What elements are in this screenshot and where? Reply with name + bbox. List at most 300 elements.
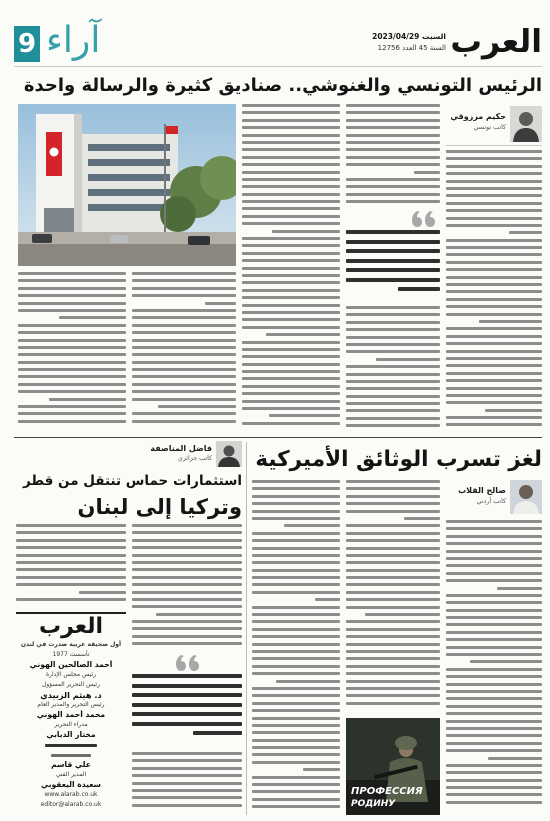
masthead-chairman-title: رئيس مجلس الإدارة xyxy=(45,671,97,678)
body-text-line xyxy=(132,583,242,586)
body-text-line xyxy=(242,355,340,358)
body-text-line xyxy=(242,274,340,277)
body-text-line xyxy=(346,313,440,316)
body-text-line xyxy=(446,623,542,626)
body-text-line xyxy=(446,572,542,575)
pull-quote-line xyxy=(346,268,440,272)
body-text-line xyxy=(252,502,340,505)
body-text-line xyxy=(446,638,542,641)
body-text-line xyxy=(242,392,340,395)
page-number-badge xyxy=(14,26,40,62)
body-text-line xyxy=(242,385,340,388)
body-text-line xyxy=(242,237,340,240)
body-text-line xyxy=(485,409,542,412)
body-text-line xyxy=(252,517,340,520)
masthead-email: editor@alarab.co.uk xyxy=(40,801,102,808)
body-text-line xyxy=(346,343,440,346)
body-text-line xyxy=(488,757,542,760)
pull-quote-line xyxy=(398,287,440,291)
body-text-line xyxy=(446,253,542,256)
article-1-column-1 xyxy=(446,150,542,432)
body-text-line xyxy=(242,289,340,292)
body-text-line xyxy=(446,734,542,737)
illegible-text-bar xyxy=(45,744,97,747)
body-text-line xyxy=(446,416,542,419)
body-text-line xyxy=(446,401,542,404)
body-text-line xyxy=(18,383,126,386)
body-text-line xyxy=(242,296,340,299)
body-text-line xyxy=(346,126,440,129)
body-text-line xyxy=(252,783,340,786)
quote-mark-icon xyxy=(176,655,200,671)
pull-quote-line xyxy=(346,240,440,244)
body-text-line xyxy=(132,531,242,534)
body-text-line xyxy=(446,150,542,153)
poster-text-line-2: РОДИНУ xyxy=(351,799,396,809)
body-text-line xyxy=(446,246,542,249)
body-text-line xyxy=(346,306,440,309)
body-text-line xyxy=(446,542,542,545)
body-text-line xyxy=(446,387,542,390)
column-divider xyxy=(246,442,247,815)
body-text-line xyxy=(446,202,542,205)
body-text-line xyxy=(242,126,340,129)
body-text-line xyxy=(446,239,542,242)
body-text-line xyxy=(18,279,126,282)
car xyxy=(188,236,210,245)
section-title: آراء xyxy=(46,20,101,61)
body-text-line xyxy=(252,731,340,734)
window-band xyxy=(88,174,170,181)
body-text-line xyxy=(446,616,542,619)
body-text-line xyxy=(446,261,542,264)
pull-quote-line xyxy=(132,703,242,707)
body-text-line xyxy=(252,717,340,720)
masthead-managing-editor: علي قاسم xyxy=(51,760,91,769)
article-2-column-3 xyxy=(252,480,340,815)
masthead-managing-editor: مختار الدبابي xyxy=(46,730,96,739)
body-text-line xyxy=(414,171,440,174)
body-text-line xyxy=(346,539,440,542)
body-text-line xyxy=(242,215,340,218)
illegible-text-bar xyxy=(51,754,91,757)
body-text-line xyxy=(365,613,440,616)
body-text-line xyxy=(242,370,340,373)
body-text-line xyxy=(446,564,542,567)
pull-quote-line xyxy=(346,278,440,282)
body-text-line xyxy=(242,111,340,114)
article-1-column-4 xyxy=(132,272,236,432)
masthead-chairman-title-2: رئيس التحرير المسؤول xyxy=(42,681,100,688)
body-text-line xyxy=(446,631,542,634)
body-text-line xyxy=(242,267,340,270)
author-head xyxy=(519,485,533,499)
window-band xyxy=(88,204,170,211)
body-text-line xyxy=(132,383,236,386)
body-text-line xyxy=(18,412,126,415)
car xyxy=(32,234,52,243)
body-text-line xyxy=(446,601,542,604)
pull-quote-line xyxy=(132,684,242,688)
body-text-line xyxy=(18,420,126,423)
body-text-line xyxy=(252,798,340,801)
body-text-line xyxy=(158,405,236,408)
body-text-line xyxy=(252,583,340,586)
body-text-line xyxy=(446,276,542,279)
body-text-line xyxy=(446,313,542,316)
masthead-chairman: د. هيثم الزبيدي xyxy=(40,690,102,700)
body-text-line xyxy=(284,524,340,527)
pull-quote-line xyxy=(346,259,440,263)
body-text-line xyxy=(132,539,242,542)
body-text-line xyxy=(242,119,340,122)
body-text-line xyxy=(132,287,236,290)
body-text-line xyxy=(346,583,440,586)
author-photo xyxy=(510,106,542,142)
author-role: كاتب تونسي xyxy=(473,124,506,131)
pull-quote-line xyxy=(132,674,242,678)
article-1-author-box xyxy=(446,104,542,146)
body-text-line xyxy=(252,694,340,697)
body-text-line xyxy=(346,598,440,601)
body-text-line xyxy=(242,134,340,137)
body-text-line xyxy=(132,272,236,275)
body-text-line xyxy=(446,520,542,523)
body-text-line xyxy=(242,304,340,307)
body-text-line xyxy=(446,668,542,671)
body-text-line xyxy=(252,739,340,742)
body-text-line xyxy=(18,331,126,334)
body-text-line xyxy=(59,316,126,319)
body-text-line xyxy=(346,702,440,705)
body-text-line xyxy=(18,353,126,356)
body-text-line xyxy=(242,377,340,380)
body-text-line xyxy=(252,709,340,712)
body-text-line xyxy=(346,620,440,623)
body-text-line xyxy=(346,134,440,137)
body-text-line xyxy=(242,244,340,247)
body-text-line xyxy=(252,606,340,609)
body-text-line xyxy=(156,613,242,616)
body-text-line xyxy=(446,771,542,774)
entrance xyxy=(44,208,74,234)
body-text-line xyxy=(132,412,236,415)
body-text-line xyxy=(252,510,340,513)
body-text-line xyxy=(346,156,440,159)
body-text-line xyxy=(252,650,340,653)
article-1-column-3 xyxy=(242,104,340,432)
body-text-line xyxy=(446,786,542,789)
quote-mark-icon xyxy=(412,211,436,227)
body-text-line xyxy=(252,547,340,550)
body-text-line xyxy=(346,336,440,339)
body-text-line xyxy=(346,387,440,390)
quote-mark-right xyxy=(189,655,199,671)
body-text-line xyxy=(252,776,340,779)
body-text-line xyxy=(346,643,440,646)
body-text-line xyxy=(446,646,542,649)
masthead-website: www.alarab.co.uk xyxy=(44,791,98,798)
body-text-line xyxy=(446,364,542,367)
body-text-line xyxy=(446,727,542,730)
body-text-line xyxy=(446,165,542,168)
body-text-line xyxy=(346,554,440,557)
body-text-line xyxy=(18,368,126,371)
body-text-line xyxy=(132,642,242,645)
body-text-line xyxy=(446,712,542,715)
body-text-line xyxy=(242,281,340,284)
body-text-line xyxy=(446,594,542,597)
pole-flag xyxy=(166,126,178,134)
body-text-line xyxy=(132,309,236,312)
body-text-line xyxy=(132,759,242,762)
body-text-line xyxy=(16,598,126,601)
body-text-line xyxy=(242,193,340,196)
masthead-art-director-title: المدير الفني xyxy=(55,771,87,778)
body-text-line xyxy=(242,141,340,144)
body-text-line xyxy=(446,342,542,345)
poster-text-line-1: ПРОФЕССИЯ xyxy=(351,786,423,797)
body-text-line xyxy=(346,502,440,505)
author-head xyxy=(224,446,235,457)
body-text-line xyxy=(252,805,340,808)
body-text-line xyxy=(252,724,340,727)
body-text-line xyxy=(132,390,236,393)
body-text-line xyxy=(132,627,242,630)
body-text-line xyxy=(446,180,542,183)
body-text-line xyxy=(242,156,340,159)
body-text-line xyxy=(252,539,340,542)
article-3-column-2 xyxy=(16,524,126,608)
body-text-line xyxy=(132,361,236,364)
issue-number: السنة 45 العدد 12756 xyxy=(377,44,446,52)
body-text-line xyxy=(252,672,340,675)
body-text-line xyxy=(132,598,242,601)
body-text-line xyxy=(446,793,542,796)
body-text-line xyxy=(18,287,126,290)
body-text-line xyxy=(16,576,126,579)
body-text-line xyxy=(242,400,340,403)
body-text-line xyxy=(132,620,242,623)
body-text-line xyxy=(346,141,440,144)
body-text-line xyxy=(346,524,440,527)
body-text-line xyxy=(446,609,542,612)
body-text-line xyxy=(242,311,340,314)
article-3-headline-line-2: وتركيا إلى لبنان xyxy=(77,495,242,519)
body-text-line xyxy=(132,789,242,792)
author-head xyxy=(519,112,533,126)
body-text-line xyxy=(252,561,340,564)
body-text-line xyxy=(479,320,542,323)
window-band xyxy=(88,159,170,166)
body-text-line xyxy=(346,200,440,203)
body-text-line xyxy=(132,353,236,356)
body-text-line xyxy=(132,324,236,327)
body-text-line xyxy=(346,532,440,535)
body-text-line xyxy=(252,657,340,660)
body-text-line xyxy=(18,272,126,275)
article-2-column-1 xyxy=(446,520,542,815)
body-text-line xyxy=(346,687,440,690)
body-text-line xyxy=(446,217,542,220)
author-name: حكيم مرزوقي xyxy=(450,112,506,121)
body-text-line xyxy=(16,546,126,549)
article-1-column-2-bottom xyxy=(346,306,440,432)
body-text-line xyxy=(18,309,126,312)
body-text-line xyxy=(242,341,340,344)
body-text-line xyxy=(252,569,340,572)
body-text-line xyxy=(303,768,340,771)
body-text-line xyxy=(16,568,126,571)
article-1-headline: الرئيس التونسي والغنوشي.. صناديق كثيرة والرسالة واحدة xyxy=(23,75,542,96)
pull-quote-line xyxy=(193,731,243,735)
body-text-line xyxy=(242,252,340,255)
body-text-line xyxy=(346,424,440,427)
body-text-line xyxy=(446,268,542,271)
body-text-line xyxy=(242,363,340,366)
masthead-art-director: سعيدة اليعقوبي xyxy=(41,780,101,789)
body-text-line xyxy=(446,157,542,160)
newspaper-logo: العرب xyxy=(450,24,542,60)
body-text-line xyxy=(446,283,542,286)
body-text-line xyxy=(132,420,236,423)
body-text-line xyxy=(346,373,440,376)
body-text-line xyxy=(242,326,340,329)
masthead-illegible-line xyxy=(16,750,126,760)
body-text-line xyxy=(346,665,440,668)
quote-mark-left xyxy=(412,211,422,227)
body-text-line xyxy=(205,302,236,305)
body-text-line xyxy=(252,761,340,764)
body-text-line xyxy=(132,331,236,334)
window-band xyxy=(88,144,170,151)
flag-emblem xyxy=(50,148,59,157)
body-text-line xyxy=(346,510,440,513)
body-text-line xyxy=(346,480,440,483)
body-text-line xyxy=(252,613,340,616)
pull-quote-line xyxy=(132,712,242,716)
article-1-pull-quote xyxy=(346,230,440,302)
body-text-line xyxy=(252,554,340,557)
body-text-line xyxy=(346,495,440,498)
body-text-line xyxy=(446,749,542,752)
masthead-managing-editors-title: مدراء التحرير xyxy=(54,721,88,728)
article-3-author-box xyxy=(150,441,242,467)
body-text-line xyxy=(242,407,340,410)
body-text-line xyxy=(242,259,340,262)
body-text-line xyxy=(446,764,542,767)
body-text-line xyxy=(132,635,242,638)
body-text-line xyxy=(18,346,126,349)
body-text-line xyxy=(446,423,542,426)
body-text-line xyxy=(346,350,440,353)
masthead-illegible-line xyxy=(16,740,126,750)
body-text-line xyxy=(346,606,440,609)
body-text-line xyxy=(346,104,440,107)
body-text-line xyxy=(346,395,440,398)
body-text-line xyxy=(346,178,440,181)
quote-mark-left xyxy=(176,655,186,671)
article-1-column-5 xyxy=(18,272,126,432)
author-photo xyxy=(216,441,242,467)
body-text-line xyxy=(470,660,542,663)
body-text-line xyxy=(252,746,340,749)
body-text-line xyxy=(446,683,542,686)
body-text-line xyxy=(446,335,542,338)
body-text-line xyxy=(446,535,542,538)
body-text-line xyxy=(446,209,542,212)
body-text-line xyxy=(16,561,126,564)
pull-quote-line xyxy=(346,230,440,234)
body-text-line xyxy=(446,697,542,700)
body-text-line xyxy=(252,591,340,594)
page-number: 9 xyxy=(17,29,37,59)
body-text-line xyxy=(346,409,440,412)
body-text-line xyxy=(446,298,542,301)
body-text-line xyxy=(346,561,440,564)
body-text-line xyxy=(242,348,340,351)
body-text-line xyxy=(132,554,242,557)
masthead-editor-in-chief-title: رئيس التحرير والمدير العام xyxy=(37,701,105,708)
body-text-line xyxy=(446,557,542,560)
body-text-line xyxy=(346,694,440,697)
article-2-headline: لغز تسرب الوثائق الأميركية xyxy=(255,447,542,472)
pull-quote-line xyxy=(132,693,242,697)
body-text-line xyxy=(132,546,242,549)
body-text-line xyxy=(132,796,242,799)
body-text-line xyxy=(446,690,542,693)
body-text-line xyxy=(276,680,340,683)
body-text-line xyxy=(18,405,126,408)
article-1-column-2-top xyxy=(346,104,440,208)
author-role: كاتب جزائري xyxy=(177,455,212,462)
body-text-line xyxy=(346,380,440,383)
author-photo xyxy=(510,480,542,514)
body-text-line xyxy=(446,742,542,745)
body-text-line xyxy=(242,222,340,225)
body-text-line xyxy=(242,200,340,203)
masthead-logo: العرب xyxy=(38,614,103,639)
body-text-line xyxy=(446,801,542,804)
window-band xyxy=(88,189,170,196)
body-text-line xyxy=(242,104,340,107)
pull-quote-line xyxy=(346,249,440,253)
body-text-line xyxy=(252,576,340,579)
issue-date: السبت 2023/04/29 xyxy=(372,32,446,41)
masthead-tagline: أول صحيفة عربية صدرت في لندن xyxy=(20,641,122,648)
page-header xyxy=(0,0,550,66)
body-text-line xyxy=(18,294,126,297)
body-text-line xyxy=(346,650,440,653)
body-text-line xyxy=(346,635,440,638)
body-text-line xyxy=(376,358,440,361)
body-text-line xyxy=(346,148,440,151)
body-text-line xyxy=(18,361,126,364)
body-text-line xyxy=(446,379,542,382)
body-text-line xyxy=(252,480,340,483)
body-text-line xyxy=(252,620,340,623)
body-text-line xyxy=(346,576,440,579)
body-text-line xyxy=(346,628,440,631)
body-text-line xyxy=(49,398,126,401)
body-text-line xyxy=(132,782,242,785)
body-text-line xyxy=(252,790,340,793)
body-text-line xyxy=(446,779,542,782)
body-text-line xyxy=(252,753,340,756)
masthead-editor-in-chief: محمد أحمد الهوني xyxy=(36,710,106,719)
body-text-line xyxy=(446,653,542,656)
body-text-line xyxy=(18,339,126,342)
